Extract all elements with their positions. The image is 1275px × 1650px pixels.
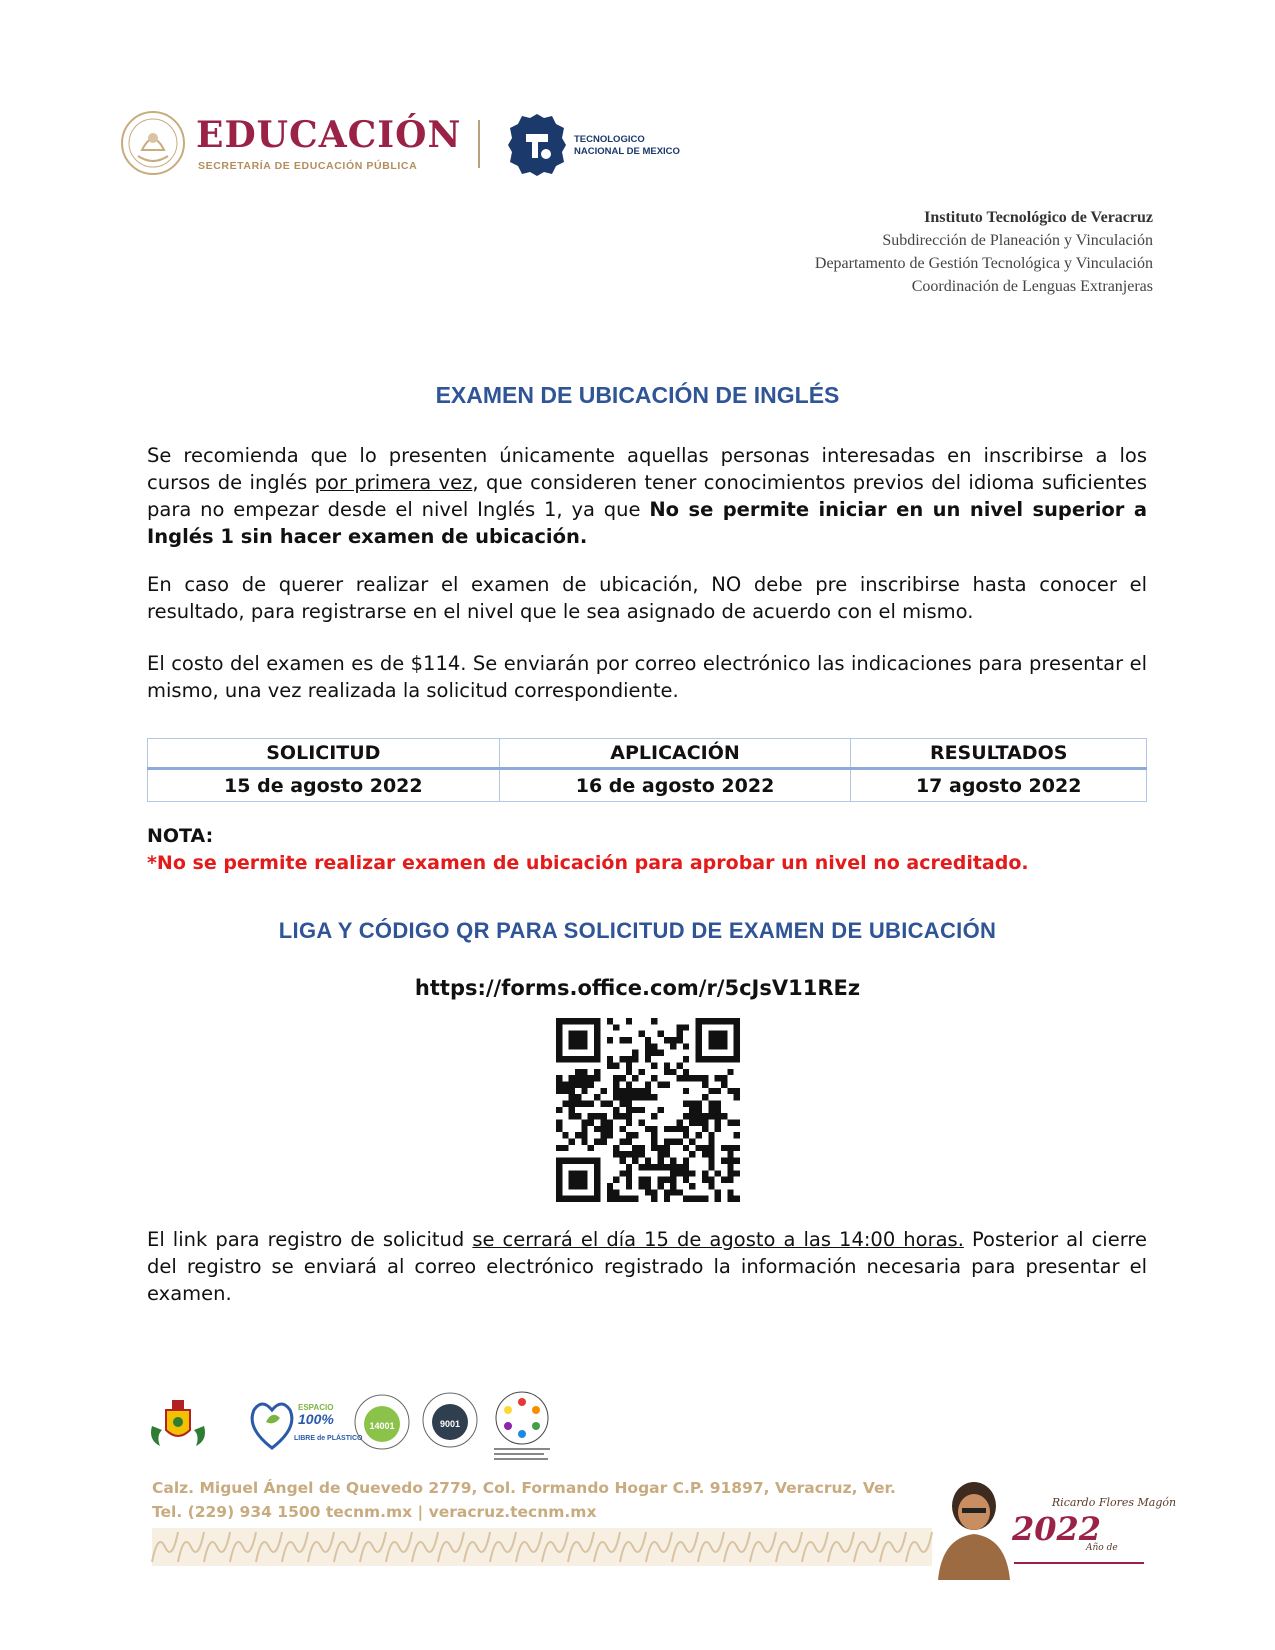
header-aplicacion: APLICACIÓN (499, 739, 851, 769)
date-aplicacion: 16 de agosto 2022 (499, 769, 851, 802)
date-resultados: 17 agosto 2022 (851, 769, 1147, 802)
decorative-band (152, 1528, 932, 1566)
header-solicitud: SOLICITUD (148, 739, 500, 769)
note-label: NOTA: (147, 825, 214, 847)
intro-text-a: Se recomienda que lo presenten únicamente aquellas personas interesadas en inscribirse a los cursos de inglés (147, 444, 1147, 494)
closing-underline: se cerrará el día 15 de agosto a las 14:00 horas. (472, 1228, 964, 1251)
footer-address (152, 1476, 896, 1524)
educacion-wordmark: EDUCACIÓN (196, 114, 462, 156)
iso-14001-badge (352, 1392, 412, 1454)
institution-name: Instituto Tecnológico de Veracruz (924, 209, 1153, 226)
tecnm-line2: NACIONAL DE MEXICO (574, 146, 680, 157)
form-link[interactable]: https://forms.office.com/r/5cJsV11REz (414, 976, 861, 1000)
iso-9001-badge (420, 1390, 480, 1452)
badge-libre-plastico: LIBRE de PLÁSTICO (294, 1435, 363, 1442)
cost-paragraph: El costo del examen es de $114. Se enviarán por correo electrónico las indicaciones para presentar el mismo, una vez realizada la solicitud correspondiente. (147, 652, 1147, 702)
anio-person: Ricardo Flores Magón (1051, 1496, 1177, 1509)
espacio-libre-plastico-logo (244, 1392, 363, 1454)
itv-shield-logo (146, 1396, 210, 1452)
tecnm-gear-logo (508, 112, 566, 178)
badge-espacio: ESPACIO (298, 1403, 334, 1412)
institution-departamento: Departamento de Gestión Tecnológica y Vinculación (814, 255, 1153, 272)
tecnm-wordmark (574, 134, 680, 158)
institution-subdireccion: Subdirección de Planeación y Vinculación (882, 232, 1153, 249)
anio-flores-magon-logo (928, 1476, 1177, 1580)
date-solicitud: 15 de agosto 2022 (148, 769, 500, 802)
sep-subtitle: SECRETARÍA DE EDUCACIÓN PÚBLICA (198, 160, 418, 172)
tecnm-line1: TECNOLOGICO (574, 134, 645, 145)
intro-underline: por primera vez (314, 471, 473, 494)
header-resultados: RESULTADOS (851, 739, 1147, 769)
intro-paragraph (147, 442, 1147, 550)
iso-9001-label: 9001 (439, 1419, 461, 1429)
note-warning: *No se permite realizar examen de ubicación para aprobar un nivel no acreditado. (147, 852, 1029, 874)
institution-block (815, 206, 1153, 298)
footer-contact-line: Tel. (229) 934 1500 tecnm.mx | veracruz.tecnm.mx (152, 1503, 597, 1521)
page-title: EXAMEN DE UBICACIÓN DE INGLÉS (435, 382, 840, 408)
schedule-header-row (148, 739, 1147, 769)
badge-100: 100% (298, 1411, 334, 1427)
schedule-date-row (148, 769, 1147, 802)
closing-text-b: Posterior al cierre del registro se enviará al correo electrónico registrado la información necesaria para presentar el examen. (147, 1228, 1147, 1305)
anio-year: 2022 (1012, 1510, 1102, 1548)
qr-code[interactable] (556, 1018, 740, 1202)
institution-coordinacion: Coordinación de Lenguas Extranjeras (911, 278, 1153, 295)
schedule-table (147, 738, 1147, 802)
section-subtitle: LIGA Y CÓDIGO QR PARA SOLICITUD DE EXAMEN DE UBICACIÓN (278, 918, 997, 943)
closing-paragraph (147, 1226, 1147, 1307)
intro-text-b: , que consideren tener conocimientos previos del idioma suficientes para no empezar desde el nivel Inglés 1, ya que (147, 471, 1147, 521)
mexico-seal-logo (120, 110, 186, 176)
intro-bold-warning: No se permite iniciar en un nivel superior a Inglés 1 sin hacer examen de ubicación. (147, 498, 1147, 548)
igualdad-laboral-badge (486, 1388, 558, 1462)
closing-text-a: El link para registro de solicitud (147, 1228, 473, 1251)
anio-sub: Año de (1086, 1543, 1118, 1553)
footer-address-line: Calz. Miguel Ángel de Quevedo 2779, Col. Formando Hogar C.P. 91897, Veracruz, Ver. (152, 1479, 896, 1497)
iso-14001-label: 14001 (369, 1421, 395, 1431)
logo-divider (478, 120, 480, 168)
preinscription-paragraph: En caso de querer realizar el examen de ubicación, NO debe pre inscribirse hasta conocer el resultado, para registrarse en el nivel que le sea asignado de acuerdo con el mismo. (147, 573, 1147, 623)
